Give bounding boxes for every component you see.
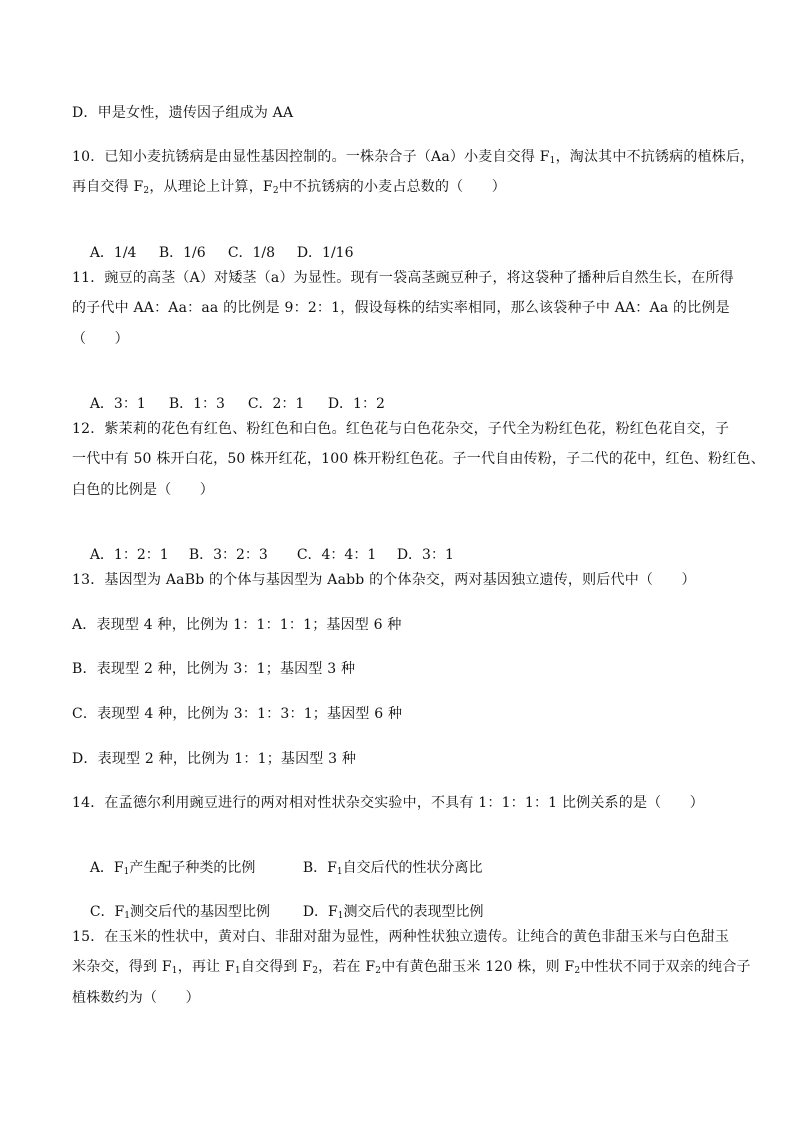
q13-option-c: C．表现型 4 种，比例为 3：1：3：1；基因型 6 种 xyxy=(72,706,403,722)
q15-stem-line2-subscript-4: 2 xyxy=(375,966,382,976)
q15-stem-line2-text-c: 自交得到 F xyxy=(240,959,313,975)
q11-option-b: B．1：3 xyxy=(168,396,225,412)
q10-stem-line2-text-a: 再自交得 F xyxy=(72,179,144,195)
q14-option-c-subscript: 1 xyxy=(124,911,130,921)
q14-option-d xyxy=(303,902,484,922)
q14-option-b xyxy=(303,858,483,878)
q12-stem-line1: 12．紫茉莉的花色有红色、粉红色和白色。红色花与白色花杂交，子代全为粉红色花，粉红色花自交，子 xyxy=(72,421,730,437)
q15-stem-line2-text-d: ，若在 F xyxy=(318,959,376,975)
q13-option-d: D．表现型 2 种，比例为 1：1；基因型 3 种 xyxy=(72,751,357,767)
q15-stem-line2-subscript-3: 2 xyxy=(312,966,319,976)
q14-option-d-subscript: 1 xyxy=(337,911,344,921)
q12-option-d: D．3：1 xyxy=(396,547,454,563)
q10-stem-line1-text-a: 10．已知小麦抗锈病是由显性基因控制的。一株杂合子（Aa）小麦自交得 F xyxy=(72,149,550,165)
q10-stem-line2-subscript-2: 2 xyxy=(272,186,279,196)
q11-stem-line1: 11．豌豆的高茎（A）对矮茎（a）为显性。现有一袋高茎豌豆种子，将这袋种了播种后自然生长，在所得 xyxy=(72,270,734,286)
q12-option-c: C．4：4：1 xyxy=(296,547,377,563)
q14-option-c-text: 测交后代的基因型比例 xyxy=(129,904,270,920)
q11-stem-line2: 的子代中 AA：Aa：aa 的比例是 9：2：1，假设每株的结实率相同，那么该袋种子中 AA：Aa 的比例是 xyxy=(72,300,730,316)
q10-option-d: D．1/16 xyxy=(296,245,354,261)
q10-option-b: B．1/6 xyxy=(158,245,206,261)
q15-stem-line2-text-f: 中性状不同于双亲的纯合子 xyxy=(580,959,751,975)
q15-stem-line2-text-e: 中有黄色甜玉米 120 株，则 F xyxy=(381,959,575,975)
q10-stem-line2 xyxy=(72,177,506,197)
q15-stem-line2-subscript-5: 2 xyxy=(574,966,581,976)
q14-option-c-prefix: C．F xyxy=(89,904,125,920)
q14-option-b-text: 自交后代的性状分离比 xyxy=(342,860,483,876)
q14-stem: 14．在孟德尔利用豌豆进行的两对相对性状杂交实验中，不具有 1：1：1：1 比例关系的是（ ） xyxy=(72,795,704,811)
q14-option-b-subscript: 1 xyxy=(336,867,343,877)
q14-option-a xyxy=(90,858,303,878)
q13-option-a: A．表现型 4 种，比例为 1：1：1：1；基因型 6 种 xyxy=(72,617,402,633)
q11-option-a: A．3：1 xyxy=(89,396,146,412)
q11-option-c: C．2：1 xyxy=(247,396,305,412)
q10-stem-line1 xyxy=(72,147,754,167)
q10-option-c: C．1/8 xyxy=(227,245,276,261)
q11-option-d: D．1：2 xyxy=(327,396,385,412)
q12-option-a: A．1：2：1 xyxy=(89,547,169,563)
q14-option-a-prefix: A．F xyxy=(89,860,124,876)
q9-option-d: D．甲是女性，遗传因子组成为 AA xyxy=(72,105,294,121)
q10-stem-line1-subscript: 1 xyxy=(549,156,556,166)
q15-stem-line2-text-b: ，再让 F xyxy=(177,959,235,975)
q15-stem-line2 xyxy=(72,957,751,977)
q12-option-b: B．3：2：3 xyxy=(188,547,268,563)
q10-stem-line1-text-b: ，淘汰其中不抗锈病的植株后， xyxy=(555,149,755,165)
q15-stem-line2-subscript-2: 1 xyxy=(234,966,241,976)
q13-option-b: B．表现型 2 种，比例为 3：1；基因型 3 种 xyxy=(72,661,356,677)
q13-stem: 13．基因型为 AaBb 的个体与基因型为 Aabb 的个体杂交，两对基因独立遗传，则后代中（ ） xyxy=(72,572,696,588)
q14-option-b-prefix: B．F xyxy=(302,860,337,876)
q15-stem-line2-subscript-1: 1 xyxy=(171,966,178,976)
q12-stem-line2: 一代中有 50 株开白花，50 株开红花，100 株开粉红色花。子一代自由传粉，子二代的花中，红色、粉红色、 xyxy=(72,451,765,467)
q15-stem-line2-text-a: 米杂交，得到 F xyxy=(72,959,172,975)
q15-stem-line3: 植株数约为（ ） xyxy=(72,990,200,1006)
q15-stem-line1: 15．在玉米的性状中，黄对白、非甜对甜为显性，两种性状独立遗传。让纯合的黄色非甜玉米与白色甜玉 xyxy=(72,929,730,945)
q10-stem-line2-subscript-1: 2 xyxy=(143,186,150,196)
q14-option-d-text: 测交后代的表现型比例 xyxy=(343,904,484,920)
q10-stem-line2-text-c: 中不抗锈病的小麦占总数的（ ） xyxy=(278,179,506,195)
q14-option-a-text: 产生配子种类的比例 xyxy=(129,860,256,876)
q14-option-a-subscript: 1 xyxy=(123,867,130,877)
q12-stem-line3: 白色的比例是（ ） xyxy=(72,482,214,498)
q11-stem-line3: （ ） xyxy=(72,331,129,347)
q14-option-d-prefix: D．F xyxy=(302,904,338,920)
q14-option-c xyxy=(90,902,303,922)
q10-stem-line2-text-b: ，从理论上计算，F xyxy=(149,179,273,195)
q10-option-a: A．1/4 xyxy=(89,245,137,261)
